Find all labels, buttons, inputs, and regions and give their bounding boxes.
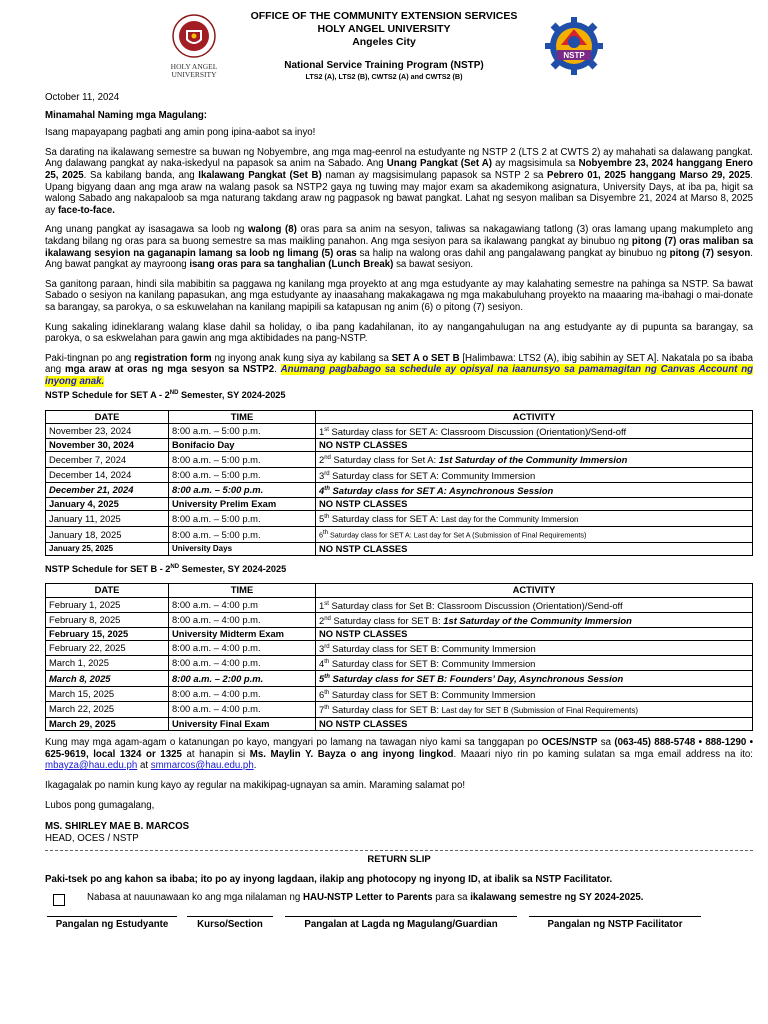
schedule-activity: 1st Saturday class for SET A: Classroom Discussion (Orientation)/Send-off bbox=[316, 423, 753, 438]
schedule-date: January 11, 2025 bbox=[46, 511, 169, 527]
table-row bbox=[46, 482, 753, 497]
course-section-line: Kurso/Section bbox=[187, 916, 273, 931]
schedule-date: November 30, 2024 bbox=[46, 439, 169, 452]
parent-signature-line: Pangalan at Lagda ng Magulang/Guardian bbox=[285, 916, 517, 931]
schedule-activity: NO NSTP CLASSES bbox=[316, 542, 753, 555]
table-row bbox=[46, 467, 753, 482]
schedule-time: Bonifacio Day bbox=[169, 439, 316, 452]
schedule-date: March 1, 2025 bbox=[46, 656, 169, 671]
student-name-line: Pangalan ng Estudyante bbox=[47, 916, 177, 931]
schedule-time: University Final Exam bbox=[169, 717, 316, 730]
letterhead bbox=[0, 10, 768, 82]
schedule-time: 8:00 a.m. – 4:00 p.m. bbox=[169, 641, 316, 656]
schedule-time: 8:00 a.m. – 5:00 p.m. bbox=[169, 482, 316, 497]
salutation: Minamahal Naming mga Magulang: bbox=[45, 109, 208, 121]
nstp-gear-icon bbox=[543, 15, 605, 77]
closing-paragraph-1: Kung may mga agam-agam o katanungan po kayo, mangyari po lamang na tawagan niyo kami sa tanggapan po OCES/NSTP sa (063-45) 888-5748 • 888-1290 • 625-9619, local 1324 or 1325 at hanapin si Ms. Maylin Y. Bayza o ang inyong lingkod. Maaari niyo rin po kaming sulatan sa mga email address na ito: mbayza@hau.edu.ph at smmarcos@hau.edu.ph. bbox=[45, 737, 754, 772]
col-date: DATE bbox=[46, 584, 169, 597]
set-a-title: NSTP Schedule for SET A - 2ND Semester, SY 2024-2025 bbox=[45, 390, 286, 401]
schedule-time: University Prelim Exam bbox=[169, 497, 316, 510]
schedule-activity: 3rd Saturday class for SET B: Community Immersion bbox=[316, 641, 753, 656]
schedule-time: 8:00 a.m. – 4:00 p.m bbox=[169, 597, 316, 612]
schedule-date: March 29, 2025 bbox=[46, 717, 169, 730]
return-slip-instruction: Paki-tsek po ang kahon sa ibaba; ito po ay inyong lagdaan, ilakip ang photocopy ng inyong ID, at ibalik sa NSTP Facilitator. bbox=[45, 873, 613, 885]
schedule-date: January 25, 2025 bbox=[46, 542, 169, 555]
schedule-change-notice: Anumang pagbabago sa schedule ay opisyal na iaanunsyo sa pamamagitan ng Canvas Account ng inyong anak. bbox=[45, 364, 754, 387]
table-row bbox=[46, 671, 753, 686]
schedule-time: 8:00 a.m. – 4:00 p.m. bbox=[169, 686, 316, 701]
schedule-date: February 8, 2025 bbox=[46, 612, 169, 627]
schedule-activity: 6th Saturday class for SET B: Community Immersion bbox=[316, 686, 753, 701]
signatory-position: HEAD, OCES / NSTP bbox=[45, 832, 139, 844]
schedule-date: February 22, 2025 bbox=[46, 641, 169, 656]
signatory-name: MS. SHIRLEY MAE B. MARCOS bbox=[45, 821, 190, 833]
schedule-date: March 15, 2025 bbox=[46, 686, 169, 701]
city-name: Angeles City bbox=[352, 36, 416, 48]
schedule-date: February 1, 2025 bbox=[46, 597, 169, 612]
schedule-date: March 8, 2025 bbox=[46, 671, 169, 686]
acknowledgement-checkbox[interactable] bbox=[53, 894, 65, 906]
return-slip-title: RETURN SLIP bbox=[367, 854, 431, 866]
table-header-row bbox=[46, 410, 753, 423]
schedule-date: January 4, 2025 bbox=[46, 497, 169, 510]
schedule-time: 8:00 a.m. – 4:00 p.m. bbox=[169, 701, 316, 717]
table-row bbox=[46, 656, 753, 671]
paragraph-1: Sa darating na ikalawang semestre sa buwan ng Nobyembre, ang mga mag-eenrol na estudyante ng NSTP 2 (LTS 2 at CWTS 2) ay mahahati sa dalawang pangkat. Ang dalawang pangkat ay naka-iskedyul na papasok sa anim na Sabado. Ang Unang Pangkat (Set A) ay magsisimula sa Nobyembre 23, 2024 hanggang Enero 25, 2025. Sa kabilang banda, ang Ikalawang Pangkat (Set B) naman ay magsisimulang papasok sa NSTP 2 sa Pebrero 01, 2025 hanggang Marso 29, 2025. Upang bigyang daan ang mga araw na walang pasok sa NSTP2 gaya ng tuwing may major exam sa akademikong asignatura, University Days, at iba pa, higit sa walong Sabado ang nakapaloob sa mga naturang takdang araw ng pagpasok ng bawat pangkat. Lahat ng sesyon maliban sa Disyembre 21, 2024 at Marso 8, 2025 ay face-to-face. bbox=[45, 146, 753, 216]
paragraph-3: Sa ganitong paraan, hindi sila mabibitin sa paggawa ng kanilang mga proyekto at ang mga estudyante ay may kalahating semestre na pahinga sa NSTP. Sa bawat Sabado o sesiyon na kanilang papasukan, ang mga estudyante ay inaasahang makakagawa ng mga makabuluhang proyekto na maaaring ma-ibahagi o mai-donate sa barangay, sa parokya, o sa eskuwelahan na kanilang mapipili sa katapusan ng anim (6) o pitong (7) sesiyon. bbox=[45, 278, 753, 313]
schedule-time: University Midterm Exam bbox=[169, 627, 316, 640]
col-activity: ACTIVITY bbox=[316, 410, 753, 423]
schedule-activity: NO NSTP CLASSES bbox=[316, 497, 753, 510]
table-row bbox=[46, 717, 753, 730]
table-row bbox=[46, 527, 753, 542]
col-time: TIME bbox=[169, 410, 316, 423]
office-name: OFFICE OF THE COMMUNITY EXTENSION SERVICES bbox=[250, 10, 518, 22]
schedule-activity: NO NSTP CLASSES bbox=[316, 717, 753, 730]
closing-remark: Lubos pong gumagalang, bbox=[45, 799, 155, 811]
acknowledgement-row bbox=[45, 892, 753, 906]
nstp-logo bbox=[543, 15, 605, 77]
schedule-time: 8:00 a.m. – 5:00 p.m. bbox=[169, 452, 316, 467]
col-activity: ACTIVITY bbox=[316, 584, 753, 597]
table-row bbox=[46, 452, 753, 467]
table-row bbox=[46, 612, 753, 627]
schedule-activity: 2nd Saturday class for SET B: 1st Saturday of the Community Immersion bbox=[316, 612, 753, 627]
schedule-activity: 1st Saturday class for Set B: Classroom Discussion (Orientation)/Send-off bbox=[316, 597, 753, 612]
greeting: Isang mapayapang pagbati ang amin pong ipina-aabot sa inyo! bbox=[45, 127, 316, 139]
schedule-activity: 4th Saturday class for SET A: Asynchronous Session bbox=[316, 482, 753, 497]
table-row bbox=[46, 497, 753, 510]
col-time: TIME bbox=[169, 584, 316, 597]
university-name: HOLY ANGEL UNIVERSITY bbox=[317, 23, 451, 35]
signature-lines bbox=[45, 916, 753, 938]
program-name: National Service Training Program (NSTP) bbox=[284, 60, 484, 71]
schedule-time: 8:00 a.m. – 5:00 p.m. bbox=[169, 467, 316, 482]
schedule-time: 8:00 a.m. – 5:00 p.m. bbox=[169, 423, 316, 438]
table-row bbox=[46, 511, 753, 527]
schedule-activity: 7th Saturday class for SET B: Last day for SET B (Submission of Final Requirements) bbox=[316, 701, 753, 717]
schedule-date: February 15, 2025 bbox=[46, 627, 169, 640]
cut-line bbox=[45, 850, 753, 851]
set-b-schedule-table bbox=[45, 583, 753, 731]
hau-logo-caption-1: HOLY ANGEL bbox=[170, 62, 218, 71]
nstp-logo-text: NSTP bbox=[563, 51, 585, 60]
schedule-activity: 4th Saturday class for SET B: Community Immersion bbox=[316, 656, 753, 671]
schedule-activity: 2nd Saturday class for Set A: 1st Saturday of the Community Immersion bbox=[316, 452, 753, 467]
table-header-row bbox=[46, 584, 753, 597]
table-row bbox=[46, 542, 753, 555]
set-b-title: NSTP Schedule for SET B - 2ND Semester, SY 2024-2025 bbox=[45, 564, 287, 575]
email-link-marcos[interactable]: smmarcos@hau.edu.ph bbox=[150, 760, 254, 772]
schedule-date: March 22, 2025 bbox=[46, 701, 169, 717]
schedule-activity: 5th Saturday class for SET A: Last day for the Community Immersion bbox=[316, 511, 753, 527]
closing-paragraph-2: Ikagagalak po namin kung kayo ay regular na makikipag-ugnayan sa amin. Maraming salamat po! bbox=[45, 780, 466, 791]
email-link-bayza[interactable]: mbayza@hau.edu.ph bbox=[45, 760, 138, 772]
schedule-date: December 21, 2024 bbox=[46, 482, 169, 497]
program-sections: LTS2 (A), LTS2 (B), CWTS2 (A) and CWTS2 (B) bbox=[305, 72, 463, 81]
paragraph-4: Kung sakaling idineklarang walang klase dahil sa holiday, o iba pang kadahilanan, ito ay nangangahulugan na ang estudyante ay di pupunta sa barangay, sa parokya, o sa eskwelahan para gawin ang mga aktibidades na pang-NSTP. bbox=[45, 321, 753, 345]
schedule-time: 8:00 a.m. – 4:00 p.m. bbox=[169, 612, 316, 627]
facilitator-name-line: Pangalan ng NSTP Facilitator bbox=[529, 916, 701, 931]
table-row bbox=[46, 627, 753, 640]
letter-body bbox=[45, 92, 753, 938]
table-row bbox=[46, 641, 753, 656]
schedule-time: 8:00 a.m. – 5:00 p.m. bbox=[169, 527, 316, 542]
schedule-time: 8:00 a.m. – 4:00 p.m. bbox=[169, 656, 316, 671]
paragraph-5: Paki-tingnan po ang registration form ng inyong anak kung siya ay kabilang sa SET A o SET B [Halimbawa: LTS2 (A), ibig sabihin ay SET A]. Nakatala po sa ibaba ang mga araw at oras ng mga sesyon sa NSTP2. Anumang pagbabago sa schedule ay opisyal na iaanunsyo sa pamamagitan ng Canvas Account ng inyong anak. bbox=[45, 352, 754, 387]
schedule-time: 8:00 a.m. – 5:00 p.m. bbox=[169, 511, 316, 527]
table-row bbox=[46, 597, 753, 612]
schedule-activity: 5th Saturday class for SET B: Founders’ Day, Asynchronous Session bbox=[316, 671, 753, 686]
set-a-schedule-table bbox=[45, 410, 753, 557]
table-row bbox=[46, 686, 753, 701]
paragraph-2: Ang unang pangkat ay isasagawa sa loob ng walong (8) oras para sa anim na sesyon, taliwas sa nakagawiang tatlong (3) oras lamang upang makumpleto ang takdang bilang ng oras para sa buong semestre sa mas maikling panahon. Ang mga sesiyon para sa ikalawang pangkat ay binubuo ng pitong (7) oras maliban sa ikalawang sesyion na gaganapin lamang sa loob ng limang (5) oras sa halip na walong oras dahil ang pangalawang pangkat ay binubuo ng pitong (7) sesyon. Ang bawat pangkat ay mayroong isang oras para sa tanghalian (Lunch Break) sa bawat sesiyon. bbox=[45, 224, 754, 271]
schedule-time: University Days bbox=[169, 542, 316, 555]
schedule-date: December 14, 2024 bbox=[46, 467, 169, 482]
schedule-activity: 3rd Saturday class for SET A: Community Immersion bbox=[316, 467, 753, 482]
schedule-activity: 6th Saturday class for SET A: Last day for Set A (Submission of Final Requirements) bbox=[316, 527, 753, 542]
table-row bbox=[46, 423, 753, 438]
schedule-activity: NO NSTP CLASSES bbox=[316, 439, 753, 452]
schedule-date: November 23, 2024 bbox=[46, 423, 169, 438]
schedule-activity: NO NSTP CLASSES bbox=[316, 627, 753, 640]
schedule-date: December 7, 2024 bbox=[46, 452, 169, 467]
schedule-date: January 18, 2025 bbox=[46, 527, 169, 542]
acknowledgement-text: Nabasa at nauunawaan ko ang mga nilalaman ng HAU-NSTP Letter to Parents para sa ikalawang semestre ng SY 2024-2025. bbox=[87, 891, 644, 903]
table-row bbox=[46, 439, 753, 452]
hau-logo-caption-2: UNIVERSITY bbox=[171, 70, 217, 79]
table-row bbox=[46, 701, 753, 717]
letter-date: October 11, 2024 bbox=[45, 92, 120, 103]
schedule-time: 8:00 a.m. – 2:00 p.m. bbox=[169, 671, 316, 686]
col-date: DATE bbox=[46, 410, 169, 423]
